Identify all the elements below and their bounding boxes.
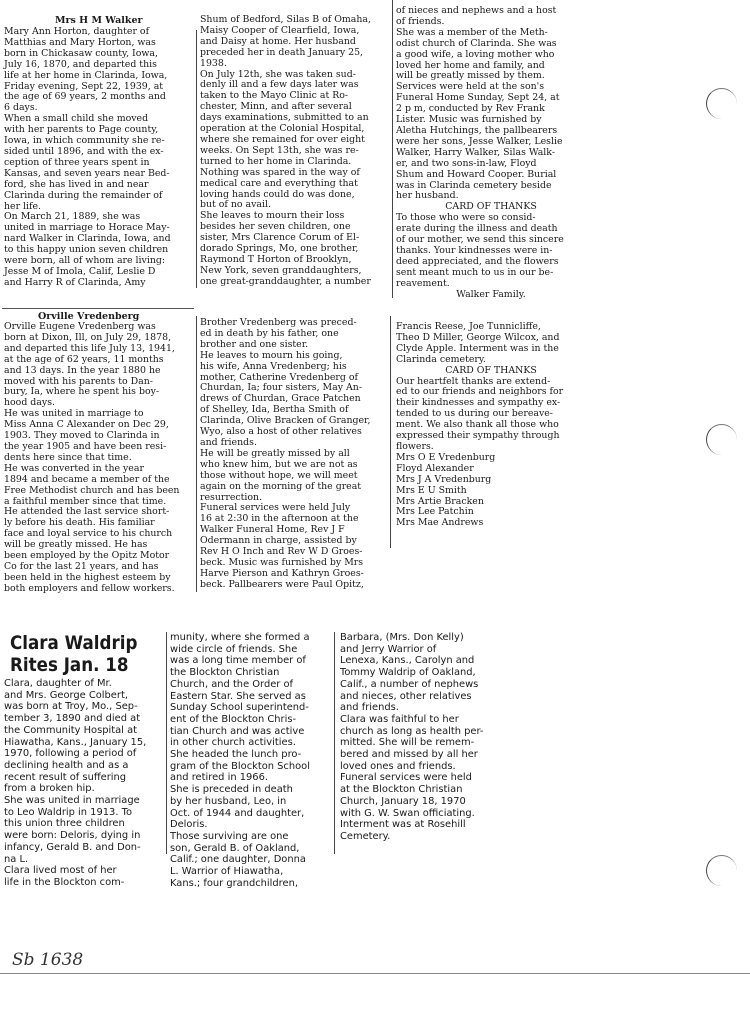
walker-column-3 xyxy=(396,6,586,298)
text-line: turned to her home in Clarinda. xyxy=(200,155,352,167)
column-rule xyxy=(390,316,391,548)
text-line: and departed this life July 13, 1941, xyxy=(4,342,175,354)
text-line: 6 days. xyxy=(4,102,38,114)
text-line: Matthias and Mary Horton, was xyxy=(4,36,156,48)
text-line: Church, January 18, 1970 xyxy=(340,795,466,807)
text-line: been held in the highest esteem by xyxy=(4,571,171,583)
text-line: the year 1905 and have been resi- xyxy=(4,440,167,452)
text-line: Jesse M of Imola, Calif, Leslie D xyxy=(4,265,156,277)
text-line: preceded her in death January 25, xyxy=(200,46,364,58)
text-line: Sunday School superintend- xyxy=(170,702,309,714)
text-line: Shum of Bedford, Silas B of Omaha, xyxy=(200,14,371,25)
binder-hole-mark xyxy=(706,424,737,455)
text-line: born in Chickasaw county, Iowa, xyxy=(4,47,158,59)
column-rule xyxy=(334,632,335,854)
text-line: He leaves to mourn his going, xyxy=(200,349,343,361)
text-line: ception of three years spent in xyxy=(4,156,150,168)
text-line: where she remained for over eight xyxy=(200,133,365,145)
text-line: Lenexa, Kans., Carolyn and xyxy=(340,655,475,667)
text-line: Odermann in charge, assisted by xyxy=(200,535,357,547)
text-line: chester, Minn, and after several xyxy=(200,101,352,113)
text-line: Clara lived most of her xyxy=(4,865,117,877)
text-line: and Jerry Warrior of xyxy=(340,643,437,655)
text-line: Iowa, in which community she re- xyxy=(4,135,165,147)
text-line: and friends. xyxy=(340,702,399,714)
text-line: declining health and as a xyxy=(4,759,129,771)
page-bottom-edge xyxy=(0,973,750,974)
walker-column-2 xyxy=(200,15,390,290)
text-line: Church, and the Order of xyxy=(170,678,294,690)
text-line: Lister. Music was furnished by xyxy=(396,114,542,126)
text-line: 16 at 2:30 in the afternoon at the xyxy=(200,513,359,525)
text-line: erate during the illness and death xyxy=(396,223,558,235)
text-line: Funeral services were held July xyxy=(200,502,351,514)
text-line: Churdan, Ia; four sisters, May An- xyxy=(200,382,362,394)
text-line: Calif., a number of nephews xyxy=(340,678,479,690)
binder-hole-mark xyxy=(706,855,737,886)
text-line: He will be greatly missed by all xyxy=(200,447,350,459)
text-line: and Daisy at home. Her husband xyxy=(200,35,356,47)
column-rule xyxy=(196,30,197,288)
text-line: gram of the Blockton School xyxy=(170,760,310,772)
text-line: of nieces and nephews and a host xyxy=(396,5,557,16)
text-line: from a broken hip. xyxy=(4,783,95,795)
text-line: and Harry R of Clarinda, Amy xyxy=(4,276,146,288)
text-line: to this happy union seven children xyxy=(4,244,169,256)
text-line: and 13 days. In the year 1880 he xyxy=(4,364,161,376)
text-line: face and loyal service to his church xyxy=(4,528,173,540)
text-line: Aletha Hutchings, the pallbearers xyxy=(396,124,558,136)
text-line: life in the Blockton com- xyxy=(4,876,125,888)
text-line: Walker Family. xyxy=(456,288,526,300)
text-line: Raymond T Horton of Brooklyn, xyxy=(200,253,352,265)
text-line: Floyd Alexander xyxy=(396,462,474,474)
text-line: beck. Pallbearers were Paul Opitz, xyxy=(200,578,364,590)
text-line: hood days. xyxy=(4,397,55,409)
text-line: were born, all of whom are living: xyxy=(4,255,166,267)
text-line: Co for the last 21 years, and has xyxy=(4,560,159,572)
text-line: Cemetery. xyxy=(340,830,391,842)
text-line: On March 21, 1889, she was xyxy=(4,211,141,223)
column-rule xyxy=(392,0,393,298)
text-line: again on the morning of the great xyxy=(200,480,362,492)
text-line: brother and one sister. xyxy=(200,338,309,350)
text-line: Nothing was spared in the way of xyxy=(200,166,360,178)
text-line: and friends. xyxy=(200,436,257,448)
text-line: Kansas, and seven years near Bed- xyxy=(4,167,170,179)
text-line: reavement. xyxy=(396,277,450,289)
text-line: loving hands could do was done, xyxy=(200,188,355,200)
text-line: To those who were so consid- xyxy=(396,212,536,224)
text-line: of friends. xyxy=(396,15,445,27)
walker-obituary-clipping xyxy=(0,0,600,300)
text-line: loved her home and family, and xyxy=(396,59,545,71)
text-line: taken to the Mayo Clinic at Ro- xyxy=(200,90,349,102)
text-line: sister, Mrs Clarence Corum of El- xyxy=(200,232,360,244)
text-line: bered and missed by all her xyxy=(340,749,478,761)
text-line: both employers and fellow workers. xyxy=(4,582,175,594)
text-line: church as long as health per- xyxy=(340,725,484,737)
text-line: mother, Catherine Vredenberg of xyxy=(200,371,358,383)
text-line: Clara, daughter of Mr. xyxy=(4,678,112,689)
text-line: this union three children xyxy=(4,818,125,830)
waldrip-column-1 xyxy=(4,678,162,888)
handwritten-reference-number: Sb 1638 xyxy=(12,950,84,970)
text-line: Rev H O Inch and Rev W D Groes- xyxy=(200,546,363,558)
text-line: drews of Churdan, Grace Patchen xyxy=(200,393,361,405)
text-line: Walker Funeral Home, Rev J F xyxy=(200,524,345,536)
text-line: Clarinda, Olive Bracken of Granger, xyxy=(200,415,371,427)
text-line: Mrs E U Smith xyxy=(396,484,467,496)
text-line: besides her seven children, one xyxy=(200,221,351,233)
text-line: at the age of 62 years, 11 months xyxy=(4,353,164,365)
text-line: July 16, 1870, and departed this xyxy=(4,58,157,70)
text-line: expressed their sympathy through xyxy=(396,430,560,442)
text-line: the age of 69 years, 2 months and xyxy=(4,91,166,103)
text-line: bury, Ia, where he spent his boy- xyxy=(4,386,160,398)
text-line: will be greatly missed. He has xyxy=(4,539,148,551)
text-line: Eastern Star. She served as xyxy=(170,690,306,702)
text-line: deed appreciated, and the flowers xyxy=(396,255,559,267)
text-line: Our heartfelt thanks are extend- xyxy=(396,375,551,387)
text-line: operation at the Colonial Hospital, xyxy=(200,123,365,135)
waldrip-column-3 xyxy=(340,632,506,858)
text-line: Clara was faithful to her xyxy=(340,713,459,725)
text-line: Clyde Apple. Interment was in the xyxy=(396,342,559,354)
text-line: L. Warrior of Hiawatha, xyxy=(170,866,284,878)
text-line: recent result of suffering xyxy=(4,771,127,783)
text-line: tember 3, 1890 and died at xyxy=(4,713,141,725)
text-line: to Leo Waldrip in 1913. To xyxy=(4,806,132,818)
walker-column-1 xyxy=(4,27,194,289)
text-line: 1903. They moved to Clarinda in xyxy=(4,430,160,442)
text-line: She was a member of the Meth- xyxy=(396,26,548,38)
text-line: weeks. On Sept 13th, she was re- xyxy=(200,144,359,156)
text-line: Kans.; four grandchildren, xyxy=(170,877,299,889)
text-line: were born: Deloris, dying in xyxy=(4,830,141,842)
text-line: ent of the Blockton Chris- xyxy=(170,713,297,725)
text-line: the Blockton Christian xyxy=(170,667,280,679)
text-line: who knew him, but we are not as xyxy=(200,458,358,470)
text-line: infancy, Gerald B. and Don- xyxy=(4,841,141,853)
text-line: dorado Springs, Mo, one brother, xyxy=(200,243,359,255)
header-rule xyxy=(2,308,194,309)
text-line: Theo D Miller, George Wilcox, and xyxy=(396,331,560,343)
text-line: was born at Troy, Mo., Sep- xyxy=(4,701,138,713)
text-line: resurrection. xyxy=(200,491,263,503)
vredenberg-obituary-clipping xyxy=(0,306,600,596)
text-line: Clarinda during the remainder of xyxy=(4,189,163,201)
text-line: ment. We also thank all those who xyxy=(396,419,559,431)
text-line: moved with his parents to Dan- xyxy=(4,375,153,387)
text-line: Clarinda cemetery. xyxy=(396,353,486,365)
text-line: at the Blockton Christian xyxy=(340,784,463,796)
text-line: Funeral Home Sunday, Sept 24, at xyxy=(396,92,560,104)
text-line: ed to our friends and neighbors for xyxy=(396,386,564,398)
text-line: by her husband, Leo, in xyxy=(170,795,287,807)
text-line: Harve Pierson and Kathryn Groes- xyxy=(200,567,364,579)
text-line: Walker, Harry Walker, Silas Walk- xyxy=(396,146,555,158)
text-line: Mrs Mae Andrews xyxy=(396,517,484,529)
text-line: denly ill and a few days later was xyxy=(200,79,359,91)
text-line: united in marriage to Horace May- xyxy=(4,222,170,234)
text-line: mitted. She will be remem- xyxy=(340,737,475,749)
vredenberg-column-3 xyxy=(396,322,586,552)
text-line: 1970, following a period of xyxy=(4,748,137,760)
text-line: and nieces, other relatives xyxy=(340,690,472,702)
walker-title: Mrs H M Walker xyxy=(55,15,143,26)
text-line: born at Dixon, Ill, on July 29, 1878, xyxy=(4,331,172,343)
text-line: Free Methodist church and has been xyxy=(4,484,180,496)
column-rule xyxy=(166,632,167,854)
text-line: Shum and Howard Cooper. Burial xyxy=(396,168,557,180)
column-rule xyxy=(196,316,197,592)
text-line: with G. W. Swan officiating. xyxy=(340,807,475,819)
text-line: their kindnesses and sympathy ex- xyxy=(396,397,561,409)
text-line: his wife, Anna Vredenberg; his xyxy=(200,360,347,372)
text-line: sent meant much to us in our be- xyxy=(396,266,554,278)
text-line: New York, seven granddaughters, xyxy=(200,264,362,276)
text-line: Services were held at the son's xyxy=(396,81,545,93)
text-line: Funeral services were held xyxy=(340,772,472,784)
text-line: Deloris. xyxy=(170,819,208,831)
text-line: He was converted in the year xyxy=(4,462,144,474)
text-line: and Mrs. George Colbert, xyxy=(4,689,128,701)
text-line: She headed the lunch pro- xyxy=(170,749,302,761)
waldrip-column-2 xyxy=(170,632,330,889)
text-line: son, Gerald B. of Oakland, xyxy=(170,842,300,854)
text-line: He was united in marriage to xyxy=(4,408,144,420)
text-line: He attended the last service short- xyxy=(4,506,170,518)
text-line: er, and two sons-in-law, Floyd xyxy=(396,157,537,169)
text-line: was a long time member of xyxy=(170,655,306,667)
text-line: Calif.; one daughter, Donna xyxy=(170,854,306,866)
text-line: was in Clarinda cemetery beside xyxy=(396,179,552,191)
text-line: but of no avail. xyxy=(200,199,271,211)
text-line: 1938. xyxy=(200,57,227,69)
text-line: wide circle of friends. She xyxy=(170,643,298,655)
text-line: ford, she has lived in and near xyxy=(4,178,149,190)
text-line: life at her home in Clarinda, Iowa, xyxy=(4,69,168,81)
waldrip-obituary-clipping xyxy=(0,628,484,889)
text-line: will be greatly missed by them. xyxy=(396,70,545,82)
text-line: Mrs J A Vredenburg xyxy=(396,473,492,485)
text-line: 1894 and became a member of the xyxy=(4,473,170,485)
text-line: nard Walker in Clarinda, Iowa, and xyxy=(4,233,171,245)
text-line: Miss Anna C Alexander on Dec 29, xyxy=(4,419,169,431)
text-line: her husband. xyxy=(396,190,459,202)
text-line: in other church activities. xyxy=(170,737,296,749)
text-line: and retired in 1966. xyxy=(170,772,268,784)
text-line: Mrs Artie Bracken xyxy=(396,495,484,507)
text-line: She is preceded in death xyxy=(170,784,293,796)
text-line: Mrs Lee Patchin xyxy=(396,506,474,518)
text-line: tian Church and was active xyxy=(170,725,305,737)
text-line: tended to us during our bereave- xyxy=(396,408,553,420)
text-line: a faithful member since that time. xyxy=(4,495,167,507)
text-line: Mrs O E Vredenburg xyxy=(396,451,496,463)
text-line: of our mother, we send this sincere xyxy=(396,234,564,246)
text-line: days examinations, submitted to an xyxy=(200,112,369,124)
vredenberg-column-1 xyxy=(4,322,194,594)
text-line: were her sons, Jesse Walker, Leslie xyxy=(396,135,563,147)
text-line: medical care and everything that xyxy=(200,177,358,189)
text-line: one great-granddaughter, a number xyxy=(200,275,371,287)
text-line: Interment was at Rosehill xyxy=(340,819,466,831)
text-line: the Community Hospital at xyxy=(4,724,137,736)
text-line: CARD OF THANKS xyxy=(445,201,537,213)
text-line: Those surviving are one xyxy=(170,830,289,842)
text-line: Oct. of 1944 and daughter, xyxy=(170,807,305,819)
text-line: loved ones and friends. xyxy=(340,760,456,772)
text-line: those without hope, we will meet xyxy=(200,469,358,481)
text-line: been employed by the Opitz Motor xyxy=(4,550,170,562)
text-line: 2 p m, conducted by Rev Frank xyxy=(396,103,545,115)
text-line: na L. xyxy=(4,853,29,865)
text-line: Mary Ann Horton, daughter of xyxy=(4,26,150,37)
text-line: of Shelley, Ida, Bertha Smith of xyxy=(200,404,349,416)
text-line: Maisy Cooper of Clearfield, Iowa, xyxy=(200,24,360,36)
text-line: beck. Music was furnished by Mrs xyxy=(200,556,364,568)
text-line: Hiawatha, Kans., January 15, xyxy=(4,736,147,748)
text-line: ly before his death. His familiar xyxy=(4,517,155,529)
text-line: Francis Reese, Joe Tunnicliffe, xyxy=(396,321,541,332)
vredenberg-column-2 xyxy=(200,318,386,592)
text-line: sided until 1896, and with the ex- xyxy=(4,145,164,157)
vredenberg-title: Orville Vredenberg xyxy=(38,311,140,322)
text-line: her life. xyxy=(4,200,42,212)
text-line: Tommy Waldrip of Oakland, xyxy=(340,667,476,679)
text-line: Brother Vredenberg was preced- xyxy=(200,317,357,328)
text-line: Barbara, (Mrs. Don Kelly) xyxy=(340,632,464,643)
text-line: CARD OF THANKS xyxy=(445,364,537,376)
text-line: a good wife, a loving mother who xyxy=(396,48,555,60)
text-line: Wyo, also a host of other relatives xyxy=(200,426,362,438)
text-line: dents here since that time. xyxy=(4,451,132,463)
text-line: Friday evening, Sept 22, 1939, at xyxy=(4,80,164,92)
text-line: When a small child she moved xyxy=(4,113,149,125)
text-line: She was united in marriage xyxy=(4,795,140,807)
text-line: thanks. Your kindnesses were in- xyxy=(396,244,553,256)
text-line: flowers. xyxy=(396,440,434,452)
text-line: odist church of Clarinda. She was xyxy=(396,37,557,49)
text-line: On July 12th, she was taken sud- xyxy=(200,68,356,80)
text-line: munity, where she formed a xyxy=(170,632,310,643)
text-line: She leaves to mourn their loss xyxy=(200,210,345,222)
text-line: Orville Eugene Vredenberg was xyxy=(4,321,156,332)
binder-hole-mark xyxy=(706,88,737,119)
text-line: with her parents to Page county, xyxy=(4,124,159,136)
text-line: ed in death by his father, one xyxy=(200,327,339,339)
waldrip-headline: Clara Waldrip Rites Jan. 18 xyxy=(10,632,138,676)
